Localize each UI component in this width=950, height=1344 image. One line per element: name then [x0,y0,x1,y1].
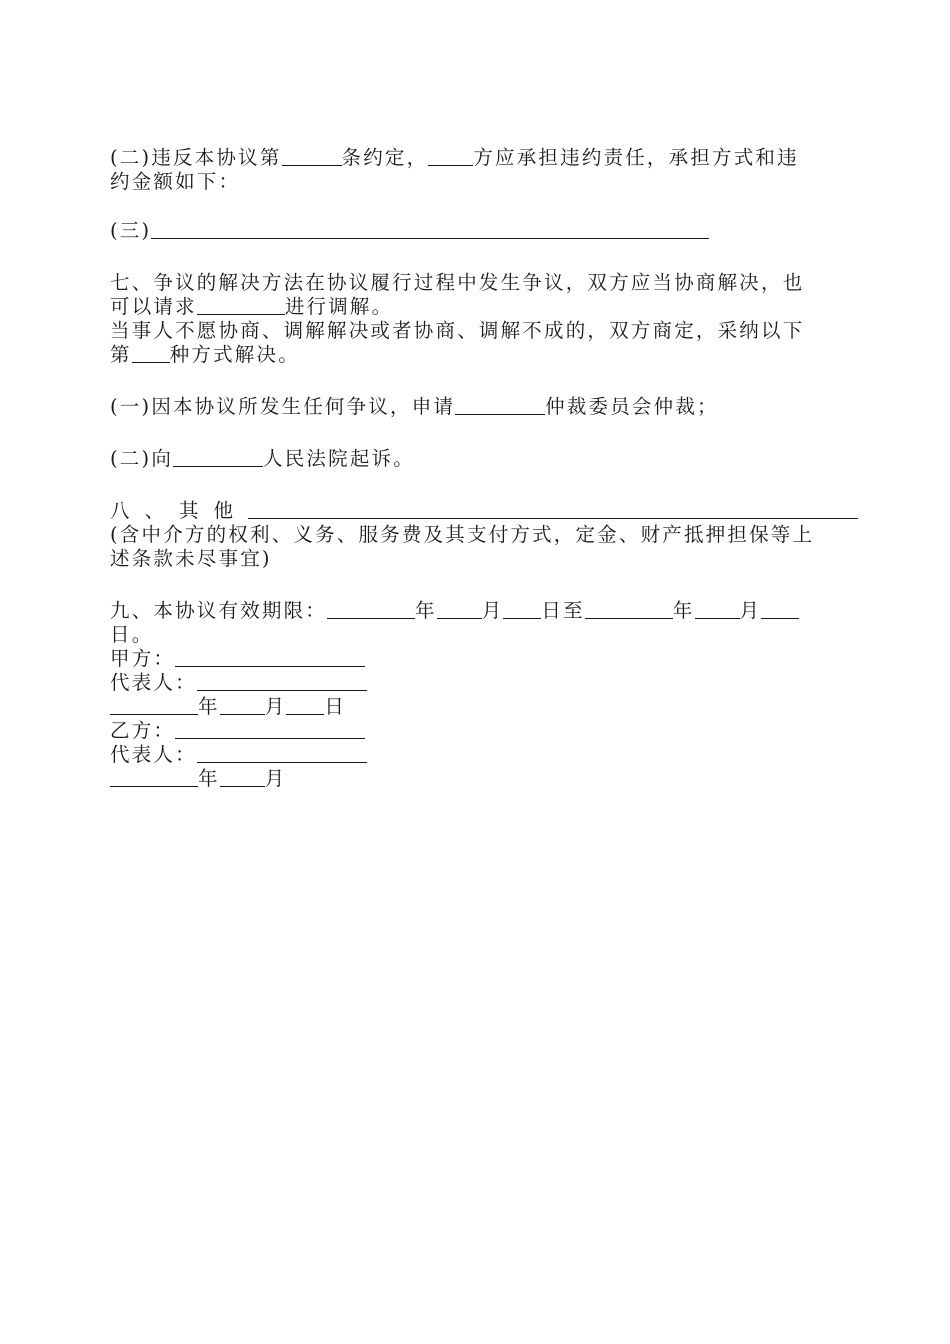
party-a-line [110,647,842,671]
date-unit: 日。 [110,623,154,646]
clause-text: (含中介方的权利、义务、服务费及其支付方式，定金、财产抵押担保等上 [110,523,815,546]
date-unit: 日 [324,695,347,718]
blank-field [151,220,709,239]
blank-field [110,768,198,787]
date-unit: 日至 [541,599,585,622]
clause-text: 可以请求 [110,295,197,318]
section-7-option-1 [110,395,842,419]
blank-field [175,720,365,739]
date-unit: 年 [415,599,437,622]
blank-field [197,744,367,763]
clause-text: (三) [110,219,152,242]
clause-text: 第 [110,343,132,366]
clause-text: 种方式解决。 [169,343,300,366]
clause-text: 条约定， [341,146,429,169]
clause-text: 约金额如下： [110,170,241,193]
clause-text: (二)向 [110,447,174,470]
clause-text: (一)因本协议所发生任何争议，申请 [110,395,456,418]
agreement-page [110,146,842,791]
clause-text: 人民法院起诉。 [263,447,415,470]
section-9-line-1 [110,599,842,623]
party-a-date-line [110,695,842,719]
section-7-line-4 [110,343,842,367]
rep-b-label: 代表人： [110,743,197,766]
blank-field [503,600,541,619]
section-7-heading: 七、争议的解决方法在协议履行过程中发生争议，双方应当协商解决，也 [110,271,805,294]
section-8-note-2 [110,547,842,571]
rep-a-line [110,671,842,695]
blank-field [327,600,415,619]
section-7-line-2 [110,295,842,319]
party-a-label: 甲方： [110,647,176,670]
blank-field [220,696,265,715]
party-b-line [110,719,842,743]
clause-text: (二)违反本协议第 [110,146,282,169]
date-unit: 月 [739,599,762,622]
clause-text: 当事人不愿协商、调解解决或者协商、调解不成的，双方商定，采纳以下 [110,319,805,342]
section-8-note-1 [110,523,842,547]
blank-field [695,600,740,619]
date-unit: 年 [198,695,220,718]
blank-field [197,672,367,691]
section-9-heading: 九、本协议有效期限： [110,599,328,622]
date-unit: 月 [264,767,287,790]
date-unit: 年 [198,767,220,790]
blank-field [428,147,473,166]
blank-field [761,600,799,619]
rep-b-line [110,743,842,767]
blank-field [437,600,482,619]
section-7-option-2 [110,447,842,471]
clause-6-item-2 [110,146,842,170]
clause-text: 方应承担违约责任，承担方式和违 [473,146,799,169]
blank-field [197,296,285,315]
section-8-line-1 [110,499,842,523]
section-8-heading: 八、其他 [110,499,249,522]
blank-field [220,768,265,787]
section-7-line-1 [110,271,842,295]
blank-field [110,696,198,715]
clause-text: 进行调解。 [284,295,394,318]
clause-6-item-2-cont [110,170,842,194]
blank-field [455,396,545,415]
date-unit: 月 [481,599,504,622]
blank-field [175,648,365,667]
blank-field [132,344,170,363]
blank-field [282,147,342,166]
blank-field [248,500,858,519]
section-7-line-3 [110,319,842,343]
date-unit: 年 [672,599,695,622]
clause-6-item-3 [110,219,842,243]
clause-text: 仲裁委员会仲裁； [545,395,719,418]
blank-field [173,448,263,467]
section-9-line-2 [110,623,842,647]
party-b-date-line [110,767,842,791]
blank-field [286,696,324,715]
rep-a-label: 代表人： [110,671,197,694]
clause-text: 述条款未尽事宜) [110,547,272,570]
blank-field [585,600,673,619]
party-b-label: 乙方： [110,719,176,742]
date-unit: 月 [264,695,287,718]
